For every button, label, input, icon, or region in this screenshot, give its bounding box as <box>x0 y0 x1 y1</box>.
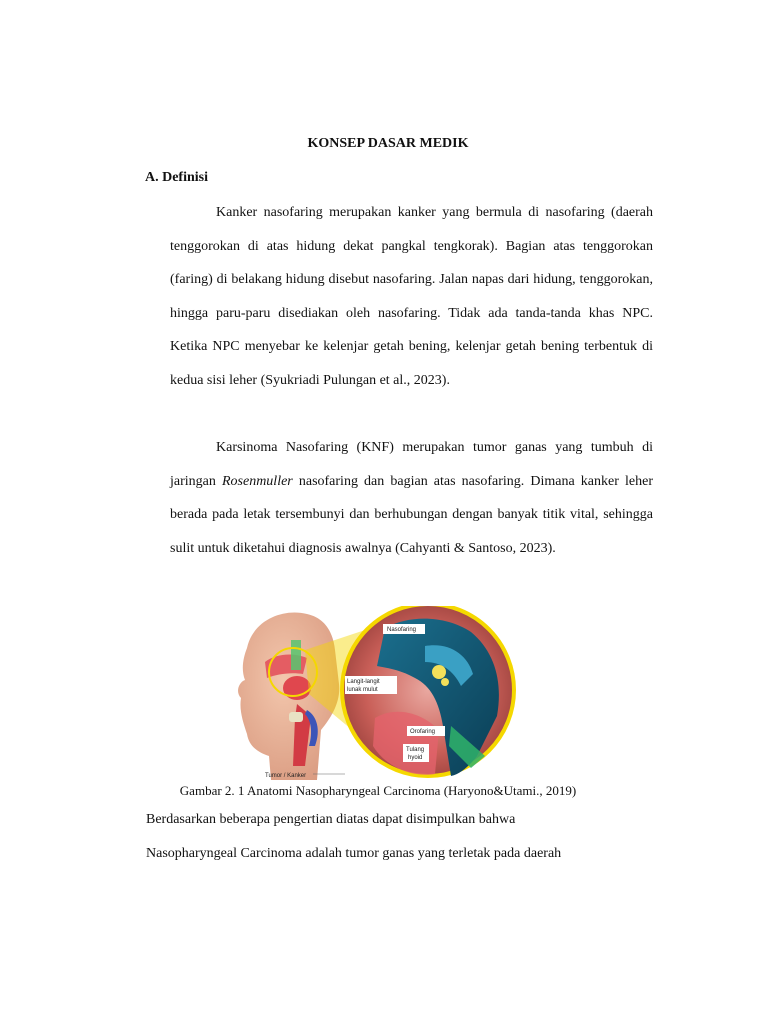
section-heading: A. Definisi <box>145 170 208 185</box>
hyoid-bone <box>289 712 303 722</box>
label-nasofaring: Nasofaring <box>387 627 417 633</box>
tumor-mass-small <box>441 678 449 686</box>
label-orofaring: Orofaring <box>410 729 436 735</box>
label-tulang-line1: Tulang <box>406 747 425 753</box>
paragraph-2-text-start: Karsinoma Nasofaring (KNF) merupakan tumor ganas yang tumbuh di jaringan <box>170 440 653 489</box>
label-langit-line1: Langit-langit <box>347 679 380 685</box>
conclusion-line-1: Berdasarkan beberapa pengertian diatas dapat disimpulkan bahwa <box>146 812 516 827</box>
document-title: KONSEP DASAR MEDIK <box>307 136 469 151</box>
paragraph-2-text-end: nasofaring dan bagian atas nasofaring. Dimana kanker leher berada pada letak tersembunyi dan berhubungan dengan banyak titik vital, sehingga sulit untuk diketahui diagnosis awalnya (Cahyanti & Santoso, 2023). <box>170 473 653 556</box>
figure-caption: Gambar 2. 1 Anatomi Nasopharyngeal Carcinoma (Haryono&Utami., 2019) <box>179 783 577 798</box>
paragraph-definition-2 <box>170 431 653 565</box>
label-tumor-kanker: Tumor / Kanker <box>265 773 307 779</box>
tumor-mass <box>432 665 446 679</box>
anatomy-figure <box>235 606 525 780</box>
conclusion-line-2: Nasopharyngeal Carcinoma adalah tumor ganas yang terletak pada daerah <box>146 846 562 861</box>
paragraph-2-italic-term: Rosenmuller <box>221 473 293 489</box>
label-langit-line2: lunak mulut <box>347 687 378 693</box>
anatomy-illustration <box>235 606 525 780</box>
paragraph-definition-1: Kanker nasofaring merupakan kanker yang bermula di nasofaring (daerah tenggorokan di atas hidung dekat pangkal tengkorak). Bagian atas tenggorokan (faring) di belakang hidung disebut nasofaring. Jalan napas dari hidung, tenggorokan, hingga paru-paru disediakan oleh nasofaring. Tidak ada tanda-tanda khas NPC. Ketika NPC menyebar ke kelenjar getah bening, kelenjar getah bening terbentuk di kedua sisi leher (Syukriadi Pulungan et al., 2023). <box>170 205 653 388</box>
nasopharynx-highlight <box>291 640 301 670</box>
label-tulang-line2: hyoid <box>408 755 423 761</box>
